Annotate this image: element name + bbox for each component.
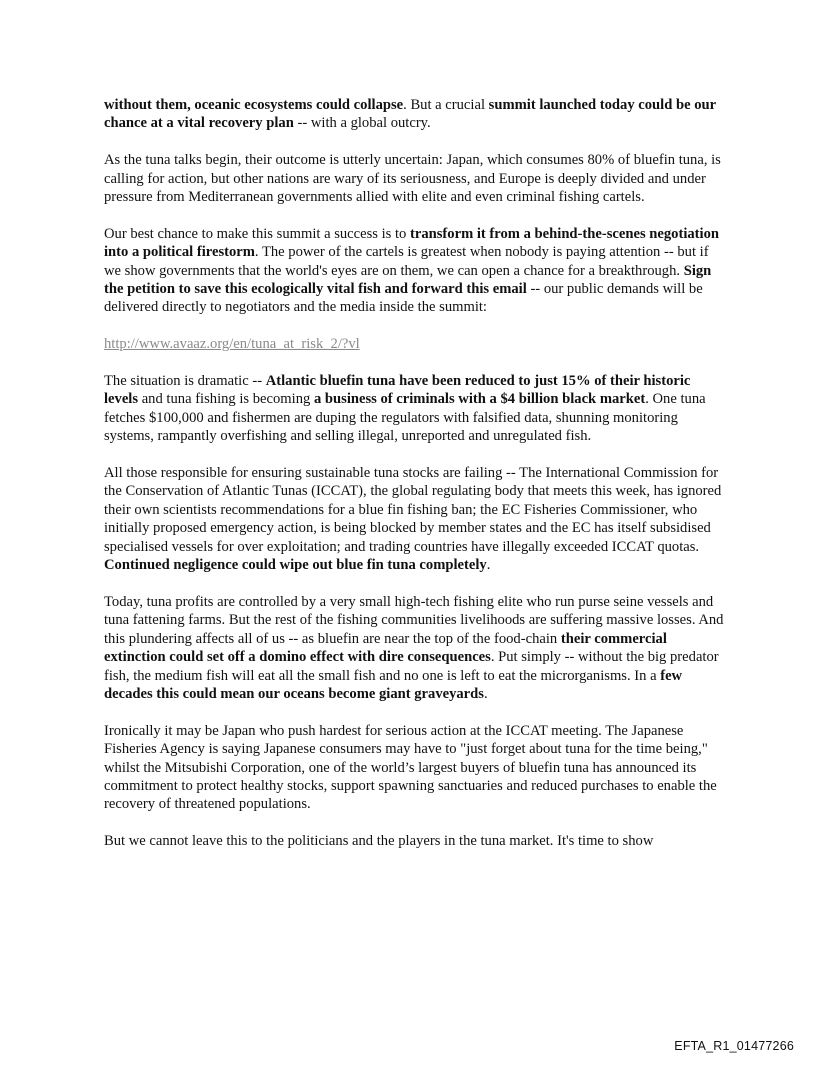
paragraph-1 [104, 96, 724, 133]
paragraph-6-run-2: Continued negligence could wipe out blue fin tuna completely [104, 557, 487, 574]
paragraph-3-run-5: -- our public demands will be delivered directly to negotiators and the media inside the summit: [104, 281, 703, 316]
paragraph-9 [104, 832, 724, 850]
paragraph-2 [104, 151, 724, 206]
paragraph-3-run-3: . The power of the cartels is greatest when nobody is paying attention -- but if we show governments that the world's eyes are on them, we can open a chance for a breakthrough. [104, 244, 709, 279]
paragraph-7-run-1: Today, tuna profits are controlled by a very small high-tech fishing elite who run purse seine vessels and tuna fattening farms. But the rest of the fishing communities livelihoods are suffering massive losses. And this plundering affects all of us -- as bluefin are near the top of the food-chain [104, 593, 724, 647]
paragraph-7-run-3: . Put simply -- without the big predator fish, the medium fish will eat all the small fish and no one is left to eat the microrganisms. In a [104, 649, 719, 684]
paragraph-3-run-4: Sign the petition to save this ecologically vital fish and forward this email [104, 262, 712, 298]
paragraph-5-run-3: and tuna fishing is becoming [138, 391, 314, 408]
paragraph-3-run-1: Our best chance to make this summit a success is to [104, 225, 410, 242]
paragraph-1-run-4: -- with a global outcry. [293, 115, 431, 132]
paragraph-5-run-1: The situation is dramatic -- [104, 373, 266, 390]
paragraph-3-run-2: transform it from a behind-the-scenes negotiation into a political firestorm [104, 225, 720, 261]
paragraph-6-run-1: All those responsible for ensuring sustainable tuna stocks are failing -- The International Commission for the Conservation of Atlantic Tunas (ICCAT), the global regulating body that meets this week, has ignored their own scientists recommendations for a blue fin fishing ban; the EC Fisheries Commissioner, who initially proposed emergency action, is being blocked by member states and the EC has itself subsidised specialised vessels for over exploitation; and trading countries have illegally exceeded ICCAT quotas. [104, 465, 722, 555]
paragraph-7-run-5: . [483, 685, 488, 702]
paragraph-3 [104, 225, 724, 317]
paragraph-1-run-1: without them, oceanic ecosystems could collapse [104, 97, 404, 113]
paragraph-7-run-2: their commercial extinction could set off a domino effect with dire consequences [104, 630, 667, 666]
paragraph-7-run-4: few decades this could mean our oceans become giant graveyards [104, 667, 683, 702]
paragraph-5-run-4: a business of criminals with a $4 billion black market [313, 391, 646, 408]
paragraph-6-run-3: . [486, 557, 491, 574]
document-body [104, 96, 724, 869]
paragraph-7 [104, 593, 724, 703]
bates-number: EFTA_R1_01477266 [674, 1039, 794, 1053]
paragraph-6 [104, 464, 724, 574]
paragraph-2-run-1: As the tuna talks begin, their outcome is utterly uncertain: Japan, which consumes 80% of bluefin tuna, is calling for action, but other nations are wary of its seriousness, and Europe is deeply divided and under pressure from Mediterranean governments allied with elite and even criminal fishing cartels. [104, 152, 721, 206]
paragraph-4 [104, 335, 724, 353]
paragraph-5 [104, 372, 724, 446]
petition-link[interactable]: http://www.avaaz.org/en/tuna_at_risk_2/?vl [104, 336, 360, 353]
paragraph-5-run-2: Atlantic bluefin tuna have been reduced to just 15% of their historic levels [104, 373, 691, 408]
paragraph-5-run-5: . One tuna fetches $100,000 and fishermen are duping the regulators with falsified data, shunning monitoring systems, rampantly overfishing and selling illegal, unreported and unregulated fish. [104, 391, 706, 445]
paragraph-1-run-2: . But a crucial [403, 97, 489, 113]
paragraph-8-run-1: Ironically it may be Japan who push hardest for serious action at the ICCAT meeting. The Japanese Fisheries Agency is saying Japanese consumers may have to "just forget about tuna for the time being," whilst the Mitsubishi Corporation, one of the world’s largest buyers of bluefin tuna has announced its commitment to protect healthy stocks, support spawning sanctuaries and reduced purchases to enable the recovery of threatened populations. [104, 722, 717, 813]
paragraph-1-run-3: summit launched today could be our chance at a vital recovery plan [104, 97, 716, 132]
paragraph-9-run-1: But we cannot leave this to the politicians and the players in the tuna market. It's time to show [104, 833, 654, 850]
paragraph-8 [104, 722, 724, 814]
